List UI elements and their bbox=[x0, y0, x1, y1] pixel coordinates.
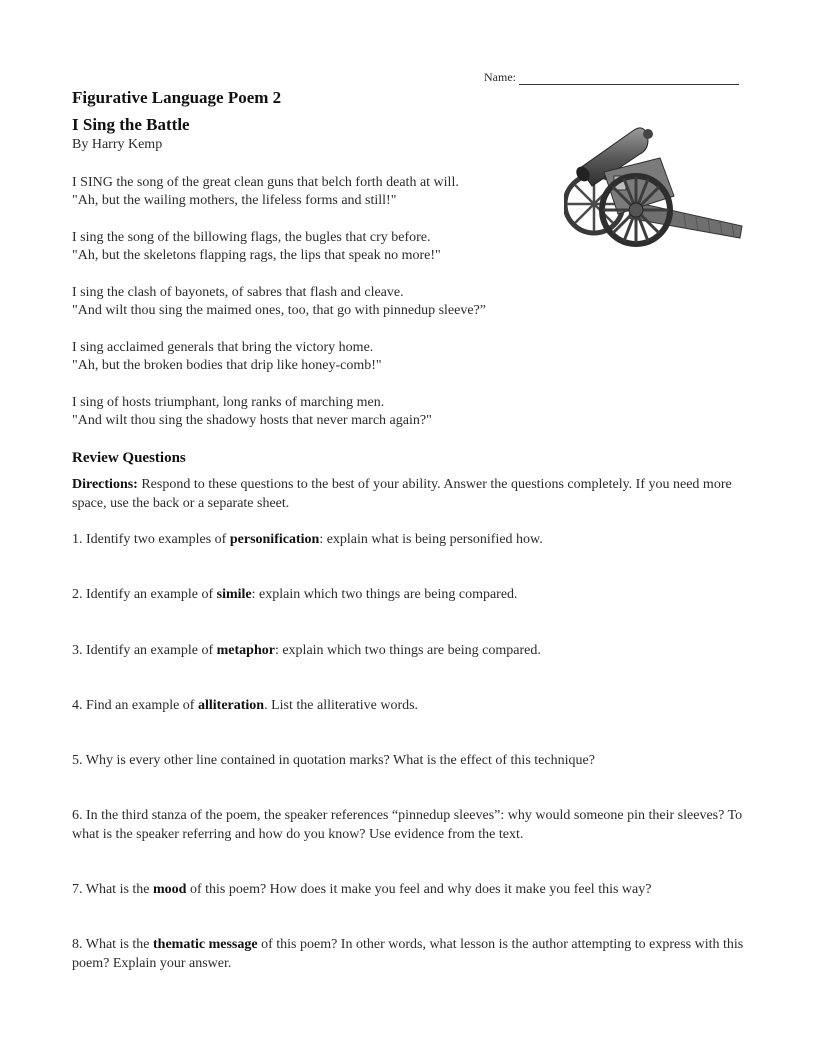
question-text: 7. What is the bbox=[72, 882, 154, 897]
name-label: Name: bbox=[484, 70, 516, 84]
poem-byline: By Harry Kemp bbox=[72, 137, 163, 152]
poem-title: I Sing the Battle bbox=[72, 115, 190, 134]
poem-line: I SING the song of the great clean guns that belch forth death at will. bbox=[72, 175, 459, 190]
name-blank-line[interactable] bbox=[519, 72, 739, 85]
stanza bbox=[72, 284, 542, 320]
question-text: 5. Why is every other line contained in quotation marks? What is the effect of this technique? bbox=[72, 753, 595, 768]
question-term: metaphor bbox=[216, 643, 275, 658]
question-2 bbox=[72, 585, 744, 604]
poem-line: "And wilt thou sing the shadowy hosts that never march again?" bbox=[72, 413, 432, 428]
question-6 bbox=[72, 806, 744, 844]
name-field[interactable] bbox=[484, 70, 739, 85]
question-text: 3. Identify an example of bbox=[72, 643, 217, 658]
question-4 bbox=[72, 696, 744, 715]
question-term: simile bbox=[216, 587, 252, 602]
poem-line: "Ah, but the broken bodies that drip like honey-comb!" bbox=[72, 358, 382, 373]
stanza bbox=[72, 339, 542, 375]
poem-body bbox=[72, 174, 542, 449]
question-term: thematic message bbox=[153, 937, 258, 952]
question-text: of this poem? How does it make you feel and why does it make you feel this way? bbox=[186, 882, 652, 897]
poem-line: I sing the clash of bayonets, of sabres that flash and cleave. bbox=[72, 285, 404, 300]
question-term: mood bbox=[153, 882, 187, 897]
question-text: . List the alliterative words. bbox=[264, 698, 419, 713]
question-term: personification bbox=[229, 532, 320, 547]
poem-line: "Ah, but the skeletons flapping rags, the lips that speak no more!" bbox=[72, 248, 441, 263]
poem-line: "Ah, but the wailing mothers, the lifeless forms and still!" bbox=[72, 193, 397, 208]
question-7 bbox=[72, 880, 744, 899]
stanza bbox=[72, 229, 542, 265]
question-1 bbox=[72, 530, 744, 549]
directions-text: Respond to these questions to the best of your ability. Answer the questions completely. If you need more space, use the back or a separate sheet. bbox=[72, 477, 732, 511]
document-title: Figurative Language Poem 2 bbox=[72, 88, 282, 107]
stanza bbox=[72, 394, 542, 430]
question-text: 2. Identify an example of bbox=[72, 587, 217, 602]
cannon-icon bbox=[564, 122, 744, 254]
question-text: : explain what is being personified how. bbox=[319, 532, 543, 547]
poem-line: I sing acclaimed generals that bring the victory home. bbox=[72, 340, 374, 355]
question-3 bbox=[72, 641, 744, 660]
question-text: : explain which two things are being compared. bbox=[251, 587, 518, 602]
review-questions-heading: Review Questions bbox=[72, 450, 186, 466]
question-5 bbox=[72, 751, 744, 770]
poem-line: "And wilt thou sing the maimed ones, too, that go with pinnedup sleeve?” bbox=[72, 303, 486, 318]
poem-line: I sing of hosts triumphant, long ranks of marching men. bbox=[72, 395, 385, 410]
question-8 bbox=[72, 935, 744, 973]
poem-line: I sing the song of the billowing flags, the bugles that cry before. bbox=[72, 230, 431, 245]
stanza bbox=[72, 174, 542, 210]
question-term: alliteration bbox=[197, 698, 265, 713]
question-text: 1. Identify two examples of bbox=[72, 532, 230, 547]
directions-label: Directions: bbox=[72, 477, 138, 492]
question-text: 6. In the third stanza of the poem, the speaker references “pinnedup sleeves”: why would someone pin their sleeves? To what is the speaker referring and how do you know? Use evidence from the text. bbox=[72, 808, 743, 842]
question-text: 8. What is the bbox=[72, 937, 154, 952]
directions bbox=[72, 475, 744, 513]
question-text: : explain which two things are being compared. bbox=[274, 643, 541, 658]
question-text: of this poem? In other words, what lesson is the author attempting to express with this poem? Explain your answer. bbox=[72, 937, 744, 971]
question-text: 4. Find an example of bbox=[72, 698, 198, 713]
